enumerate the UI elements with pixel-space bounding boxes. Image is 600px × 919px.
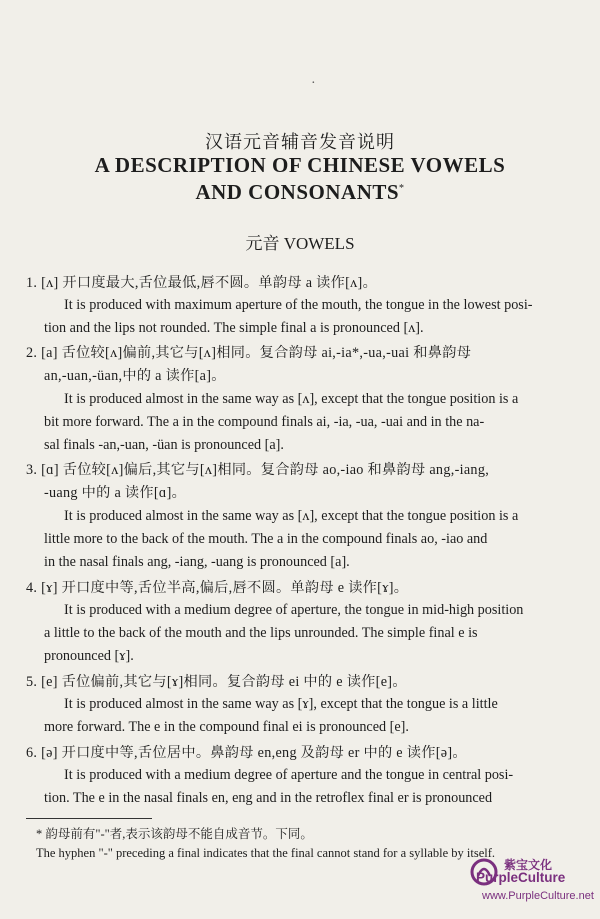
vowel-3-chinese-cont: -uang 中的 a 读作[ɑ]。	[44, 485, 187, 501]
watermark-url: www.PurpleCulture.net	[482, 890, 594, 902]
vowel-4-english-line: It is produced with a medium degree of aperture, the tongue in mid-high position	[64, 602, 524, 618]
vowel-2-english-line: sal finals -an,-uan, -üan is pronounced [a].	[44, 437, 284, 453]
footnote-english: The hyphen "-" preceding a final indicates that the final cannot stand for a syllable by itself.	[36, 846, 496, 860]
footnote-chinese: * 韵母前有"-"者,表示该韵母不能自成音节。下同。	[36, 827, 313, 841]
vowel-3-chinese: 3. [ɑ] 舌位较[ʌ]偏后,其它与[ʌ]相同。复合韵母 ao,-iao 和鼻韵母 ang,-iang,	[26, 462, 490, 478]
title-english-line-2-text: AND CONSONANTS	[195, 180, 400, 204]
vowel-3-english-line: in the nasal finals ang, -iang, -uang is pronounced [a].	[44, 554, 350, 570]
section-title: 元音 VOWELS	[245, 234, 355, 253]
vowel-1-english-line: tion and the lips not rounded. The simple final a is pronounced [ʌ].	[44, 320, 424, 336]
vowel-6-chinese: 6. [ə] 开口度中等,舌位居中。鼻韵母 en,eng 及韵母 er 中的 e 读作[ə]。	[26, 745, 467, 761]
vowel-5-english-line: It is produced almost in the same way as [ɤ], except that the tongue is a little	[64, 696, 498, 712]
vowel-6-english-line: tion. The e in the nasal finals en, eng and in the retroflex final er is pronounced	[44, 790, 493, 806]
vowel-5-english-line: more forward. The e in the compound final ei is pronounced [e].	[44, 719, 409, 735]
vowel-4-english-line: a little to the back of the mouth and the lips unrounded. The simple final e is	[44, 625, 478, 641]
vowel-4-chinese: 4. [ɤ] 开口度中等,舌位半高,偏后,唇不圆。单韵母 e 读作[ɤ]。	[26, 580, 409, 596]
vowel-2-chinese-cont: an,-uan,-üan,中的 a 读作[a]。	[44, 368, 226, 384]
vowel-2-english-line: It is produced almost in the same way as [ʌ], except that the tongue position is a	[64, 391, 519, 407]
vowel-1-chinese: 1. [ʌ] 开口度最大,舌位最低,唇不圆。单韵母 a 读作[ʌ]。	[26, 275, 378, 291]
vowel-4-english-line: pronounced [ɤ].	[44, 648, 134, 664]
watermark-logo	[468, 856, 598, 914]
title-english-line-1: A DESCRIPTION OF CHINESE VOWELS	[94, 153, 506, 177]
title-chinese: 汉语元音辅音发音说明	[205, 132, 395, 152]
vowel-2-english-line: bit more forward. The a in the compound finals ai, -ia, -ua, -uai and in the na-	[44, 414, 485, 430]
watermark-name: PurpleCulture	[476, 870, 566, 885]
vowel-2-chinese: 2. [a] 舌位较[ʌ]偏前,其它与[ʌ]相同。复合韵母 ai,-ia*,-ua,-uai 和鼻韵母	[26, 345, 472, 361]
vowel-5-chinese: 5. [e] 舌位偏前,其它与[ɤ]相同。复合韵母 ei 中的 e 读作[e]。	[26, 674, 407, 690]
vowel-6-english-line: It is produced with a medium degree of aperture and the tongue in central posi-	[64, 767, 514, 783]
watermark-chinese: 紫宝文化	[504, 858, 553, 872]
title-english-line-2	[0, 180, 600, 205]
footnote-rule	[26, 818, 152, 819]
page-mark: ·	[311, 76, 316, 91]
vowel-3-english-line: It is produced almost in the same way as [ʌ], except that the tongue position is a	[64, 508, 519, 524]
vowel-3-english-line: little more to the back of the mouth. The a in the compound finals ao, -iao and	[44, 531, 488, 547]
title-footnote-mark: *	[399, 183, 405, 194]
vowel-1-english-line: It is produced with maximum aperture of the mouth, the tongue in the lowest posi-	[64, 297, 533, 313]
